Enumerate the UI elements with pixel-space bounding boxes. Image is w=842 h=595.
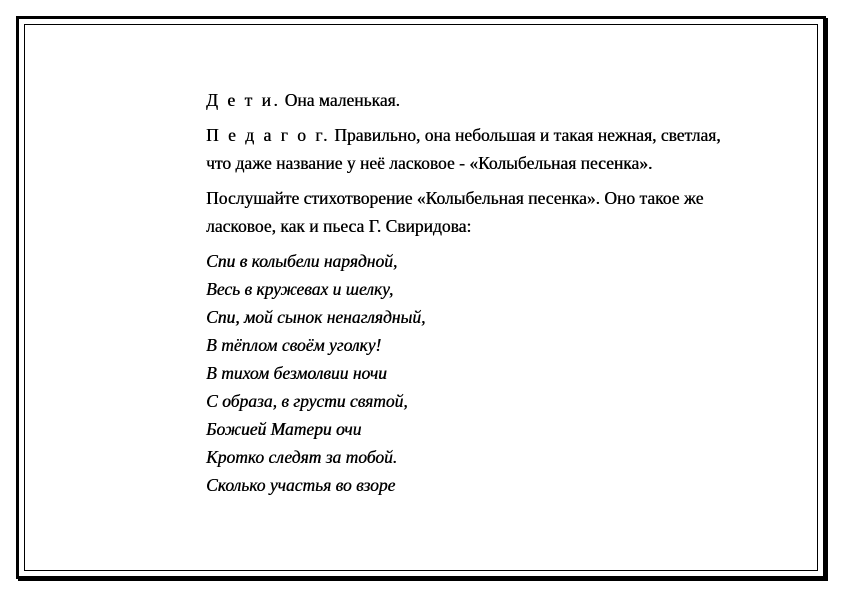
dialogue-line-teacher	[206, 121, 726, 177]
poem-line: Кротко следят за тобой.	[206, 447, 398, 467]
poem	[206, 247, 726, 499]
dialogue-text: Правильно, она небольшая и такая нежная, светлая, что даже название у неё ласковое - «Колыбельная песенка».	[206, 125, 721, 173]
poem-line: С образа, в грусти святой,	[206, 391, 408, 411]
speaker-children: Д е т и.	[206, 90, 281, 110]
poem-line: Спи, мой сынок ненаглядный,	[206, 307, 426, 327]
dialogue-line-children	[206, 86, 726, 114]
intro-paragraph: Послушайте стихотворение «Колыбельная песенка». Оно такое же ласковое, как и пьеса Г. Свиридова:	[206, 188, 704, 236]
poem-line: В тёплом своём уголку!	[206, 335, 382, 355]
dialogue-text: Она маленькая.	[280, 90, 400, 110]
poem-line: Божией Матери очи	[206, 419, 362, 439]
speaker-teacher: П е д а г о г.	[206, 125, 330, 145]
document-body	[206, 86, 726, 499]
poem-line: В тихом безмолвии ночи	[206, 363, 387, 383]
poem-line: Весь в кружевах и шелку,	[206, 279, 394, 299]
poem-line: Сколько участья во взоре	[206, 475, 396, 495]
poem-line: Спи в колыбели нарядной,	[206, 251, 398, 271]
